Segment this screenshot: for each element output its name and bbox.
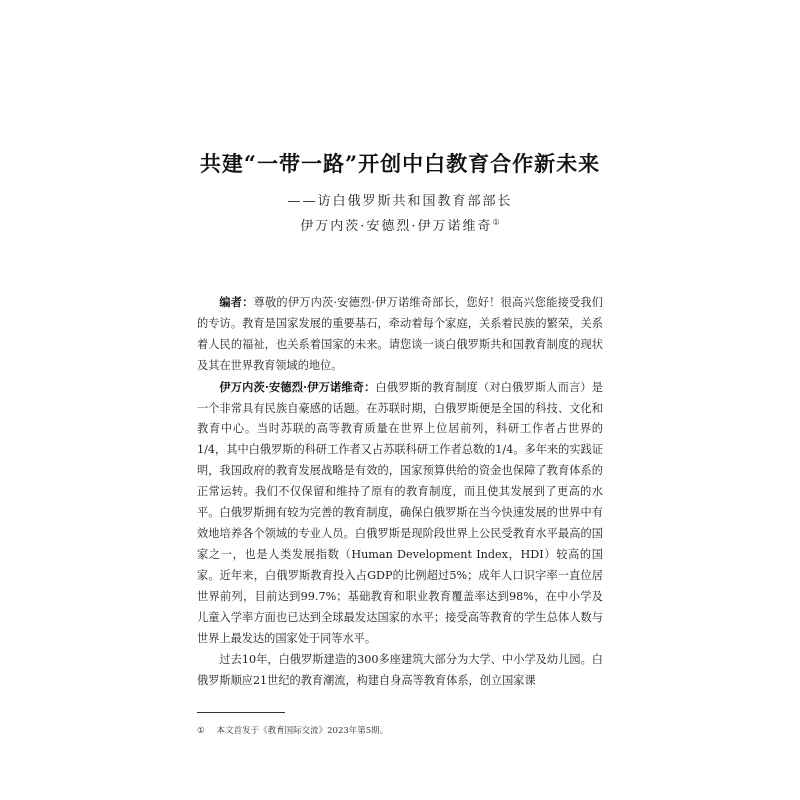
article-body	[197, 292, 603, 692]
speaker-label: 编者：	[219, 295, 254, 309]
article-subtitle: ——访白俄罗斯共和国教育部部长	[287, 194, 513, 209]
paragraph-minister-answer	[197, 377, 603, 650]
footnote-divider	[197, 712, 285, 713]
paragraph-text: 过去10年，白俄罗斯建造的300多座建筑大部分为大学、中小学及幼儿园。白俄罗斯顺应21世纪的教育潮流，构建自身高等教育体系，创立国家课	[197, 653, 603, 688]
footnote-reference-mark: ①	[492, 217, 500, 227]
article-title: 共建“一带一路”开创中白教育合作新未来	[199, 151, 601, 176]
footnote-text: 本文首发于《教育国际交流》2023年第5期。	[216, 726, 389, 736]
speaker-label: 伊万内茨·安德烈·伊万诺维奇：	[219, 379, 376, 394]
author-line	[0, 215, 800, 234]
author-name: 伊万内茨·安德烈·伊万诺维奇	[300, 219, 493, 234]
paragraph-editor-question	[197, 292, 603, 377]
paragraph-text: 白俄罗斯的教育制度（对白俄罗斯人而言）是一个非常具有民族自豪感的话题。在苏联时期，白俄罗斯便是全国的科技、文化和教育中心。当时苏联的高等教育质量在世界上位居前列，科研工作者占世界的1/4，其中白俄罗斯的科研工作者又占苏联科研工作者总数的1/4。多年来的实践证明，我国政府的教育发展战略是有效的，国家预算供给的资金也保障了教育体系的正常运转。我们不仅保留和维持了原有的教育制度，而且使其发展到了更高的水平。白俄罗斯拥有较为完善的教育制度，确保白俄罗斯在当今快速发展的世界中有效地培养各个领域的专业人员。白俄罗斯是现阶段世界上公民受教育水平最高的国家之一，也是人类发展指数（Human Development Index，HDI）较高的国家。近年来，白俄罗斯教育投入占GDP的比例超过5%；成年人口识字率一直位居世界前列，目前达到99.7%；基础教育和职业教育覆盖率达到98%，在中小学及儿童入学率方面也已达到全球最发达国家的水平；接受高等教育的学生总体人数与世界上最发达的国家处于同等水平。	[197, 380, 603, 645]
paragraph-text: 尊敬的伊万内茨·安德烈·伊万诺维奇部长，您好！很高兴您能接受我们的专访。教育是国家发展的重要基石，牵动着每个家庭，关系着民族的繁荣，关系着人民的福祉，也关系着国家的未来。请您谈一谈白俄罗斯共和国教育制度的现状及其在世界教育领域的地位。	[197, 296, 603, 372]
footnote-mark: ①	[197, 726, 205, 736]
paragraph-continuation	[197, 649, 603, 692]
footnote	[197, 724, 388, 736]
